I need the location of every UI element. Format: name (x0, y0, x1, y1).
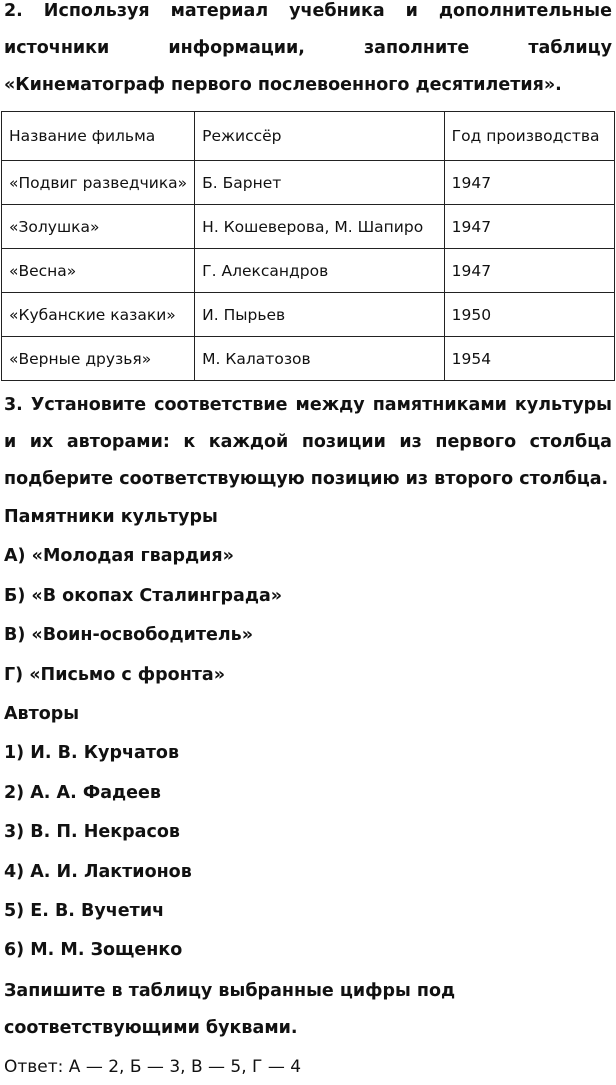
table-row (2, 249, 615, 293)
cell-year: 1954 (444, 337, 614, 381)
table-row (2, 205, 615, 249)
cell-director: М. Калатозов (195, 337, 444, 381)
author-item: 4) А. И. Лактионов (4, 861, 192, 882)
cell-year: 1947 (444, 161, 614, 205)
table-row (2, 293, 615, 337)
cell-director: Б. Барнет (195, 161, 444, 205)
cell-year: 1947 (444, 249, 614, 293)
cell-director: Г. Александров (195, 249, 444, 293)
cell-film: «Верные друзья» (2, 337, 195, 381)
monuments-title: Памятники культуры (4, 507, 218, 527)
table-row (2, 337, 615, 381)
table-header-row (2, 112, 615, 161)
header-director: Режиссёр (195, 112, 444, 161)
author-item: 6) М. М. Зощенко (4, 940, 183, 961)
authors-title: Авторы (4, 704, 80, 725)
task2-heading: 2. Используя материал учебника и дополнительные источники информации, заполните таблицу «Кинематограф первого послевоенного десятилетия». (4, 1, 612, 95)
monument-item: Б) «В окопах Сталинграда» (4, 585, 283, 606)
header-year: Год производства (444, 112, 614, 161)
answer-text: Ответ: А — 2, Б — 3, В — 5, Г — 4 (4, 1056, 302, 1077)
monument-item: Г) «Письмо с фронта» (4, 664, 226, 685)
cell-film: «Подвиг разведчика» (2, 161, 195, 205)
cell-film: «Весна» (2, 249, 195, 293)
author-item: 1) И. В. Курчатов (4, 743, 180, 764)
monument-item: А) «Молодая гвардия» (4, 546, 234, 567)
instruction-text: Запишите в таблицу выбранные цифры под соответствующими буквами. (4, 980, 456, 1038)
author-item: 5) Е. В. Вучетич (4, 901, 165, 922)
header-film-title: Название фильма (2, 112, 195, 161)
task3-heading: 3. Установите соответствие между памятниками культуры и их авторами: к каждой позиции из первого столбца подберите соответствующую позицию из второго столбца. (4, 395, 612, 489)
cell-year: 1947 (444, 205, 614, 249)
author-item: 2) А. А. Фадеев (4, 782, 161, 803)
table-row (2, 161, 615, 205)
monument-item: В) «Воин-освободитель» (4, 625, 254, 646)
cell-film: «Золушка» (2, 205, 195, 249)
author-item: 3) В. П. Некрасов (4, 822, 180, 843)
cell-director: И. Пырьев (195, 293, 444, 337)
cell-year: 1950 (444, 293, 614, 337)
cell-film: «Кубанские казаки» (2, 293, 195, 337)
cell-director: Н. Кошеверова, М. Шапиро (195, 205, 444, 249)
films-table (1, 111, 615, 381)
